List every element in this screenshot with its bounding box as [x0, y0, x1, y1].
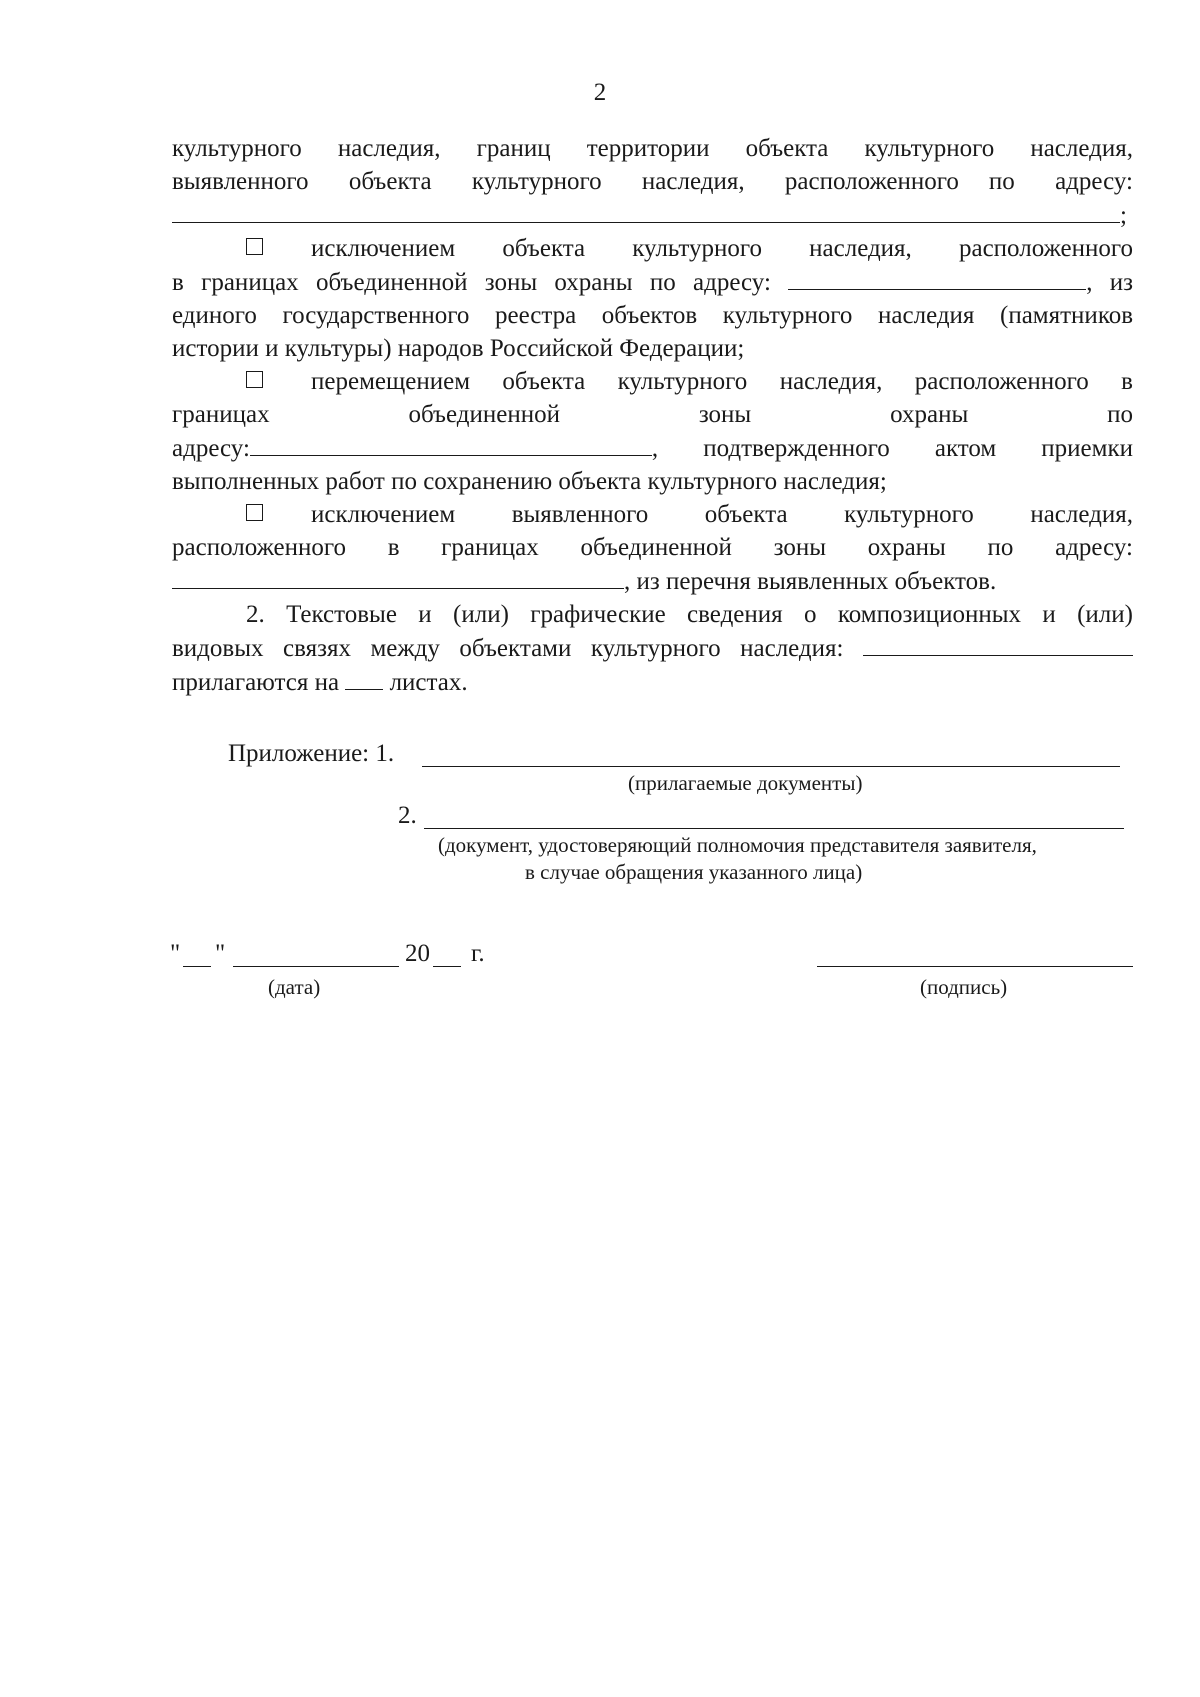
paragraph-line: расположенного в границах объединенной зоны охраны по адресу: — [172, 534, 1133, 561]
appendix-item-2-caption-line-2: в случае обращения указанного лица) — [525, 860, 863, 884]
paragraph-line: границах объединенной зоны охраны по — [172, 401, 1133, 428]
sheet-count-field[interactable] — [345, 665, 383, 690]
address-field[interactable] — [172, 564, 624, 589]
date-year-suffix: г. — [471, 940, 485, 967]
paragraph-line — [172, 265, 1133, 299]
appendix-item-1-caption: (прилагаемые документы) — [628, 771, 863, 795]
option-text: исключением объекта культурного наследия, расположенного — [311, 235, 1133, 262]
paragraph-line: выполненных работ по сохранению объекта культурного наследия; — [172, 468, 887, 495]
appendix-item-2-number: 2. — [398, 802, 417, 829]
date-day-field[interactable] — [183, 966, 211, 967]
paragraph-text: по адресу: — [988, 168, 1133, 195]
option-text: перемещением объекта культурного наследия, расположенного в — [311, 368, 1133, 395]
paragraph-text: выявленного объекта культурного наследия, расположенного — [172, 168, 959, 195]
paragraph-line — [172, 631, 1133, 665]
appendix-item-2-caption-line-1: (документ, удостоверяющий полномочия представителя заявителя, — [438, 833, 1037, 857]
option-exclusion-object — [172, 232, 1133, 265]
punctuation: ; — [1120, 202, 1127, 229]
date-year-prefix: 20 — [405, 940, 430, 967]
appendix-item-2-field[interactable] — [424, 828, 1124, 829]
signature-caption: (подпись) — [920, 975, 1008, 999]
paragraph-text: , подтвержденного актом приемки — [651, 435, 1133, 462]
paragraph-line — [172, 165, 1133, 198]
option-checkbox[interactable] — [246, 371, 263, 388]
option-checkbox[interactable] — [246, 238, 263, 255]
date-quote-close: " — [215, 940, 226, 967]
paragraph-line — [172, 431, 1133, 465]
paragraph-text: в границах объединенной зоны охраны по адресу: — [172, 269, 771, 296]
option-relocation-object — [172, 365, 1133, 398]
paragraph-text: прилагаются на — [172, 669, 340, 696]
paragraph-line: 2. Текстовые и (или) графические сведения о композиционных и (или) — [246, 601, 1133, 628]
date-year-field[interactable] — [433, 966, 461, 967]
paragraph-line: культурного наследия, границ территории объекта культурного наследия, — [172, 135, 1133, 162]
links-info-field[interactable] — [863, 631, 1133, 656]
option-exclusion-identified-object — [172, 498, 1133, 531]
option-text: исключением выявленного объекта культурного наследия, — [311, 501, 1133, 528]
option-checkbox[interactable] — [246, 504, 263, 521]
appendix-item-1-field[interactable] — [422, 766, 1120, 767]
address-field[interactable] — [250, 431, 652, 456]
appendix-label: Приложение: 1. — [228, 740, 395, 767]
address-line — [172, 198, 1133, 232]
date-caption: (дата) — [268, 975, 321, 999]
address-field[interactable] — [172, 198, 1120, 223]
paragraph-line: истории и культуры) народов Российской Федерации; — [172, 335, 745, 362]
page-number: 2 — [593, 79, 607, 106]
paragraph-text: адресу: — [172, 435, 250, 462]
signature-field[interactable] — [817, 966, 1133, 967]
paragraph-line: единого государственного реестра объектов культурного наследия (памятников — [172, 302, 1133, 329]
address-line — [172, 564, 1133, 598]
date-quote-open: " — [170, 940, 181, 967]
paragraph-text: листах. — [389, 669, 468, 696]
paragraph-text: , из перечня выявленных объектов. — [624, 568, 997, 595]
document-body — [172, 132, 1133, 699]
paragraph-text: , из — [1086, 269, 1133, 296]
paragraph-line — [172, 665, 1133, 699]
date-month-field[interactable] — [233, 966, 399, 967]
paragraph-text: видовых связях между объектами культурного наследия: — [172, 635, 844, 662]
address-field[interactable] — [788, 265, 1086, 290]
